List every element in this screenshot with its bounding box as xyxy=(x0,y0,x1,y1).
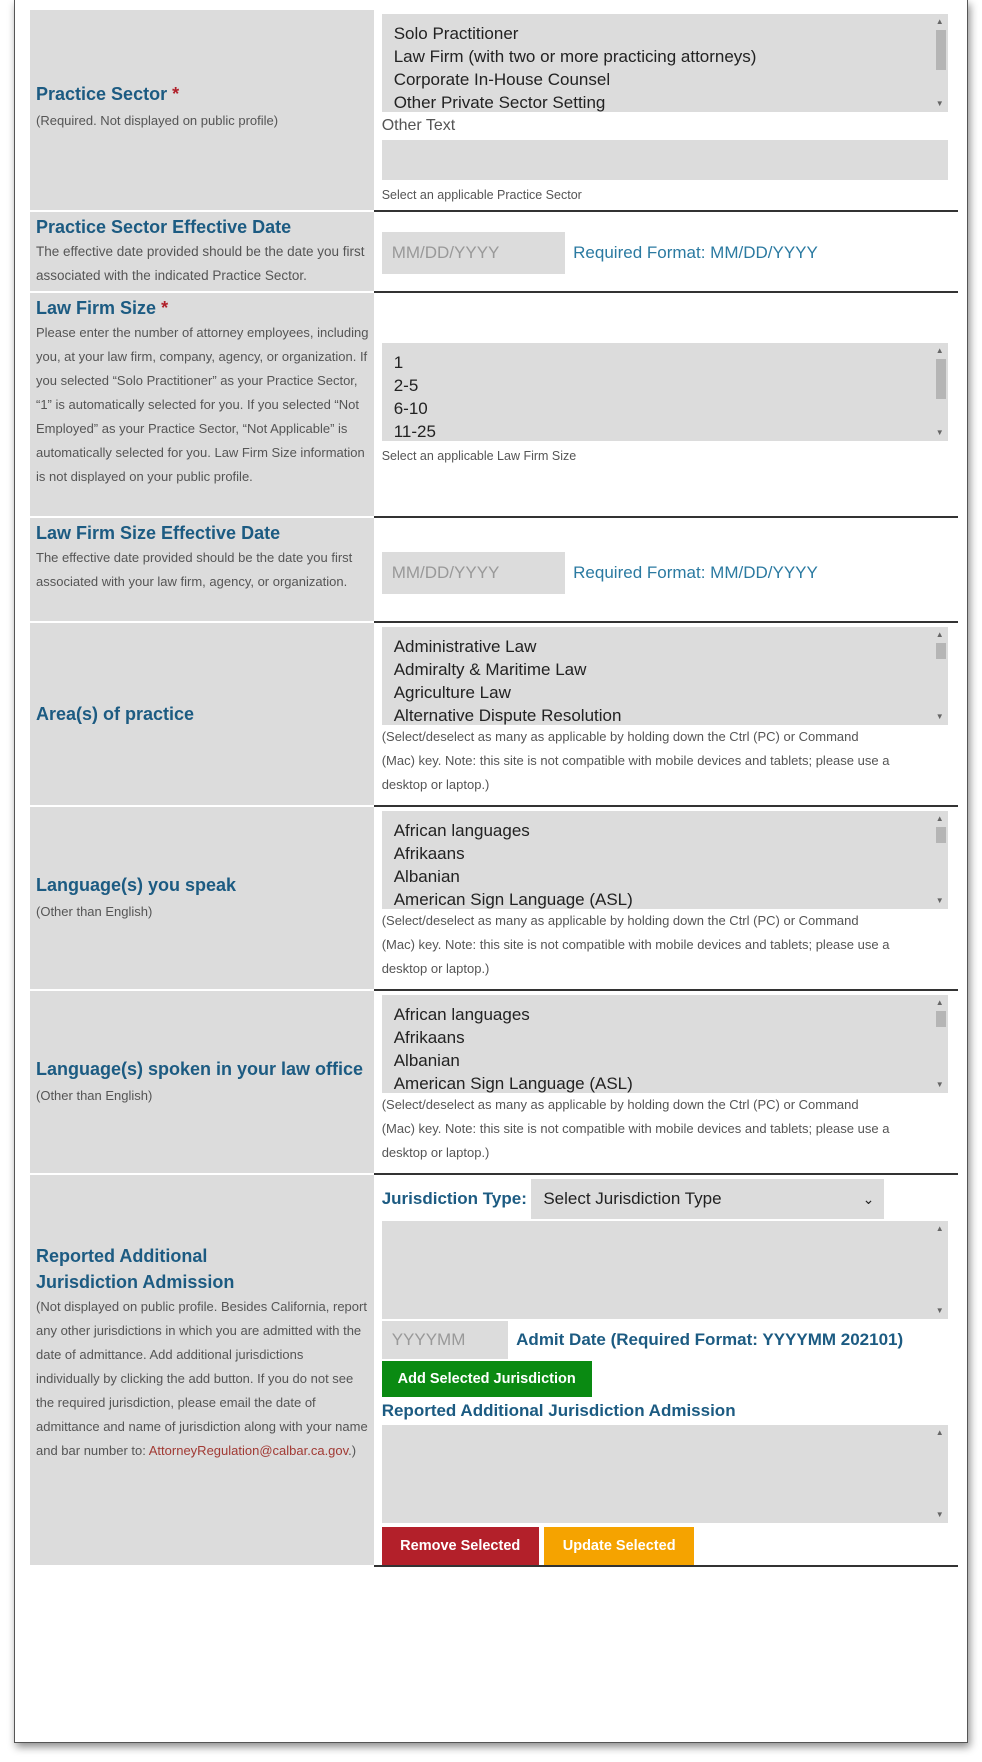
field-cell xyxy=(374,211,958,292)
row-law-firm-size-date xyxy=(30,517,958,622)
list-option[interactable]: 11-25 xyxy=(393,422,436,441)
list-option[interactable]: African languages xyxy=(393,1005,530,1024)
list-option[interactable]: American Sign Language (ASL) xyxy=(393,890,633,909)
field-cell xyxy=(374,10,958,211)
field-description: (Other than English) xyxy=(36,903,153,919)
row-languages-speak xyxy=(30,806,958,990)
label-cell xyxy=(30,990,374,1174)
list-option[interactable]: Law Firm (with two or more practicing attorneys) xyxy=(393,47,757,66)
label-cell xyxy=(30,622,374,806)
scroll-up-icon[interactable]: ▲ xyxy=(935,346,944,355)
label-cell xyxy=(30,1174,374,1566)
format-hint: Required Format: MM/DD/YYYY xyxy=(573,243,818,262)
row-practice-sector xyxy=(30,10,958,211)
field-title: Reported Additional Jurisdiction Admission xyxy=(36,1246,235,1292)
add-jurisdiction-button[interactable]: Add Selected Jurisdiction xyxy=(382,1361,592,1397)
practice-sector-listbox[interactable] xyxy=(382,14,948,112)
required-mark: * xyxy=(161,298,169,318)
email-link[interactable]: AttorneyRegulation@calbar.ca.gov xyxy=(148,1443,349,1458)
scroll-up-icon[interactable]: ▲ xyxy=(935,630,944,639)
select-value: Select Jurisdiction Type xyxy=(543,1189,722,1208)
scroll-down-icon[interactable]: ▼ xyxy=(935,99,944,108)
scrollbar[interactable] xyxy=(933,627,948,725)
row-law-firm-size xyxy=(30,292,958,517)
field-title: Law Firm Size Effective Date xyxy=(36,523,281,543)
list-option[interactable]: Solo Practitioner xyxy=(393,24,519,43)
scrollbar[interactable] xyxy=(933,343,948,441)
label-cell xyxy=(30,10,374,211)
field-title: Area(s) of practice xyxy=(36,704,195,724)
list-option[interactable]: 6-10 xyxy=(393,399,428,418)
admit-date-format-hint: Admit Date (Required Format: YYYYMM 202101) xyxy=(516,1330,904,1349)
field-description: Please enter the number of attorney employees, including you, at your law firm, company, agency, or organization. If you selected “Solo Practitioner” as your Practice Sector, “1” is automatically selected for you. If you selected “Not Employed” as your Practice Sector, “Not Applicable” is automatically selected for you. Law Firm Size information is not displayed on your public profile. xyxy=(36,325,369,484)
list-option[interactable]: Admiralty & Maritime Law xyxy=(393,660,587,679)
update-selected-button[interactable]: Update Selected xyxy=(544,1527,694,1565)
law-firm-size-date-input[interactable]: MM/DD/YYYY xyxy=(382,552,565,594)
scroll-up-icon[interactable]: ▲ xyxy=(935,814,944,823)
list-option[interactable]: African languages xyxy=(393,821,530,840)
field-title: Practice Sector * xyxy=(36,83,180,104)
other-text-label: Other Text xyxy=(381,117,456,134)
other-text-input[interactable] xyxy=(382,140,948,180)
field-title: Practice Sector Effective Date xyxy=(36,217,292,237)
scroll-up-icon[interactable]: ▲ xyxy=(935,998,944,1007)
practice-sector-date-input[interactable]: MM/DD/YYYY xyxy=(382,232,565,274)
field-hint: Select an applicable Law Firm Size xyxy=(381,449,577,463)
field-description: The effective date provided should be the date you first associated with the indicated Practice Sector. xyxy=(36,244,365,283)
scroll-down-icon[interactable]: ▼ xyxy=(935,1306,944,1315)
list-option[interactable]: 1 xyxy=(393,353,404,372)
list-option[interactable]: Administrative Law xyxy=(393,637,537,656)
list-option[interactable]: American Sign Language (ASL) xyxy=(393,1074,633,1093)
field-description: (Required. Not displayed on public profile) xyxy=(36,112,279,128)
field-cell xyxy=(374,806,958,990)
reported-jurisdiction-heading: Reported Additional Jurisdiction Admission xyxy=(381,1401,736,1420)
languages-speak-listbox[interactable] xyxy=(382,811,948,909)
field-cell xyxy=(374,990,958,1174)
field-description: (Not displayed on public profile. Besides California, report any other jurisdictions in which you are admitted with the date of admittance. Add additional jurisdictions individually by clicking the add button. If you do not see the required jurisdiction, please email the date of admittance and name of jurisdiction along with your name and bar number to: AttorneyRegulation@calbar.ca.gov.) xyxy=(36,1299,368,1458)
list-option[interactable]: Other Private Sector Setting xyxy=(393,93,606,112)
list-option[interactable]: Corporate In-House Counsel xyxy=(393,70,611,89)
list-option[interactable]: Albanian xyxy=(393,1051,460,1070)
scroll-down-icon[interactable]: ▼ xyxy=(935,1510,944,1519)
list-option[interactable]: Afrikaans xyxy=(393,1028,465,1047)
field-cell xyxy=(374,622,958,806)
list-option[interactable]: Albanian xyxy=(393,867,460,886)
required-mark: * xyxy=(172,83,180,104)
scrollbar[interactable] xyxy=(933,14,948,112)
law-firm-size-listbox[interactable] xyxy=(382,343,948,441)
field-cell xyxy=(374,1174,958,1566)
scrollbar[interactable] xyxy=(933,1221,948,1319)
scroll-down-icon[interactable]: ▼ xyxy=(935,1080,944,1089)
jurisdiction-type-label: Jurisdiction Type: xyxy=(381,1189,527,1208)
field-hint: (Select/deselect as many as applicable by holding down the Ctrl (PC) or Command (Mac) key. Note: this site is not compatible with mobile devices and tablets; please use a desktop or laptop.) xyxy=(381,913,890,976)
profile-form xyxy=(30,10,958,1567)
scroll-up-icon[interactable]: ▲ xyxy=(935,17,944,26)
scroll-thumb[interactable] xyxy=(936,1011,946,1027)
list-option[interactable]: Afrikaans xyxy=(393,844,465,863)
field-hint: Select an applicable Practice Sector xyxy=(381,188,582,202)
list-option[interactable]: 2-5 xyxy=(393,376,419,395)
label-cell xyxy=(30,806,374,990)
row-practice-sector-date xyxy=(30,211,958,292)
scroll-thumb[interactable] xyxy=(936,827,946,843)
row-languages-office xyxy=(30,990,958,1174)
chevron-down-icon: ⌄ xyxy=(862,1191,875,1207)
reported-jurisdiction-listbox[interactable] xyxy=(382,1425,948,1523)
field-hint: (Select/deselect as many as applicable by holding down the Ctrl (PC) or Command (Mac) key. Note: this site is not compatible with mobile devices and tablets; please use a desktop or laptop.) xyxy=(381,1097,890,1160)
label-cell xyxy=(30,517,374,622)
list-option[interactable]: Alternative Dispute Resolution xyxy=(393,706,622,725)
scroll-down-icon[interactable]: ▼ xyxy=(935,428,944,437)
jurisdiction-type-select[interactable] xyxy=(531,1179,884,1219)
row-jurisdiction xyxy=(30,1174,958,1566)
scrollbar[interactable] xyxy=(933,995,948,1093)
remove-selected-button[interactable]: Remove Selected xyxy=(382,1527,539,1565)
languages-office-listbox[interactable] xyxy=(382,995,948,1093)
field-title: Law Firm Size * xyxy=(36,298,169,318)
field-cell xyxy=(374,517,958,622)
field-description: (Other than English) xyxy=(36,1087,153,1103)
scroll-down-icon[interactable]: ▼ xyxy=(935,896,944,905)
admit-date-input[interactable]: YYYYMM xyxy=(382,1321,508,1359)
row-areas-of-practice xyxy=(30,622,958,806)
field-cell xyxy=(374,292,958,517)
scroll-up-icon[interactable]: ▲ xyxy=(935,1224,944,1233)
field-description: The effective date provided should be the date you first associated with your law firm, agency, or organization. xyxy=(36,550,353,589)
jurisdiction-listbox[interactable] xyxy=(382,1221,948,1319)
field-title: Language(s) you speak xyxy=(36,874,237,895)
label-cell xyxy=(30,292,374,517)
scrollbar[interactable] xyxy=(933,811,948,909)
scroll-up-icon[interactable]: ▲ xyxy=(935,1428,944,1437)
scroll-thumb[interactable] xyxy=(936,643,946,659)
list-option[interactable]: Agriculture Law xyxy=(393,683,511,702)
scroll-down-icon[interactable]: ▼ xyxy=(935,712,944,721)
scroll-thumb[interactable] xyxy=(936,30,946,70)
field-hint: (Select/deselect as many as applicable by holding down the Ctrl (PC) or Command (Mac) key. Note: this site is not compatible with mobile devices and tablets; please use a desktop or laptop.) xyxy=(381,729,890,792)
label-cell xyxy=(30,211,374,292)
field-title: Language(s) spoken in your law office xyxy=(36,1058,364,1079)
format-hint: Required Format: MM/DD/YYYY xyxy=(573,563,818,582)
areas-of-practice-listbox[interactable] xyxy=(382,627,948,725)
scroll-thumb[interactable] xyxy=(936,359,946,399)
scrollbar[interactable] xyxy=(933,1425,948,1523)
